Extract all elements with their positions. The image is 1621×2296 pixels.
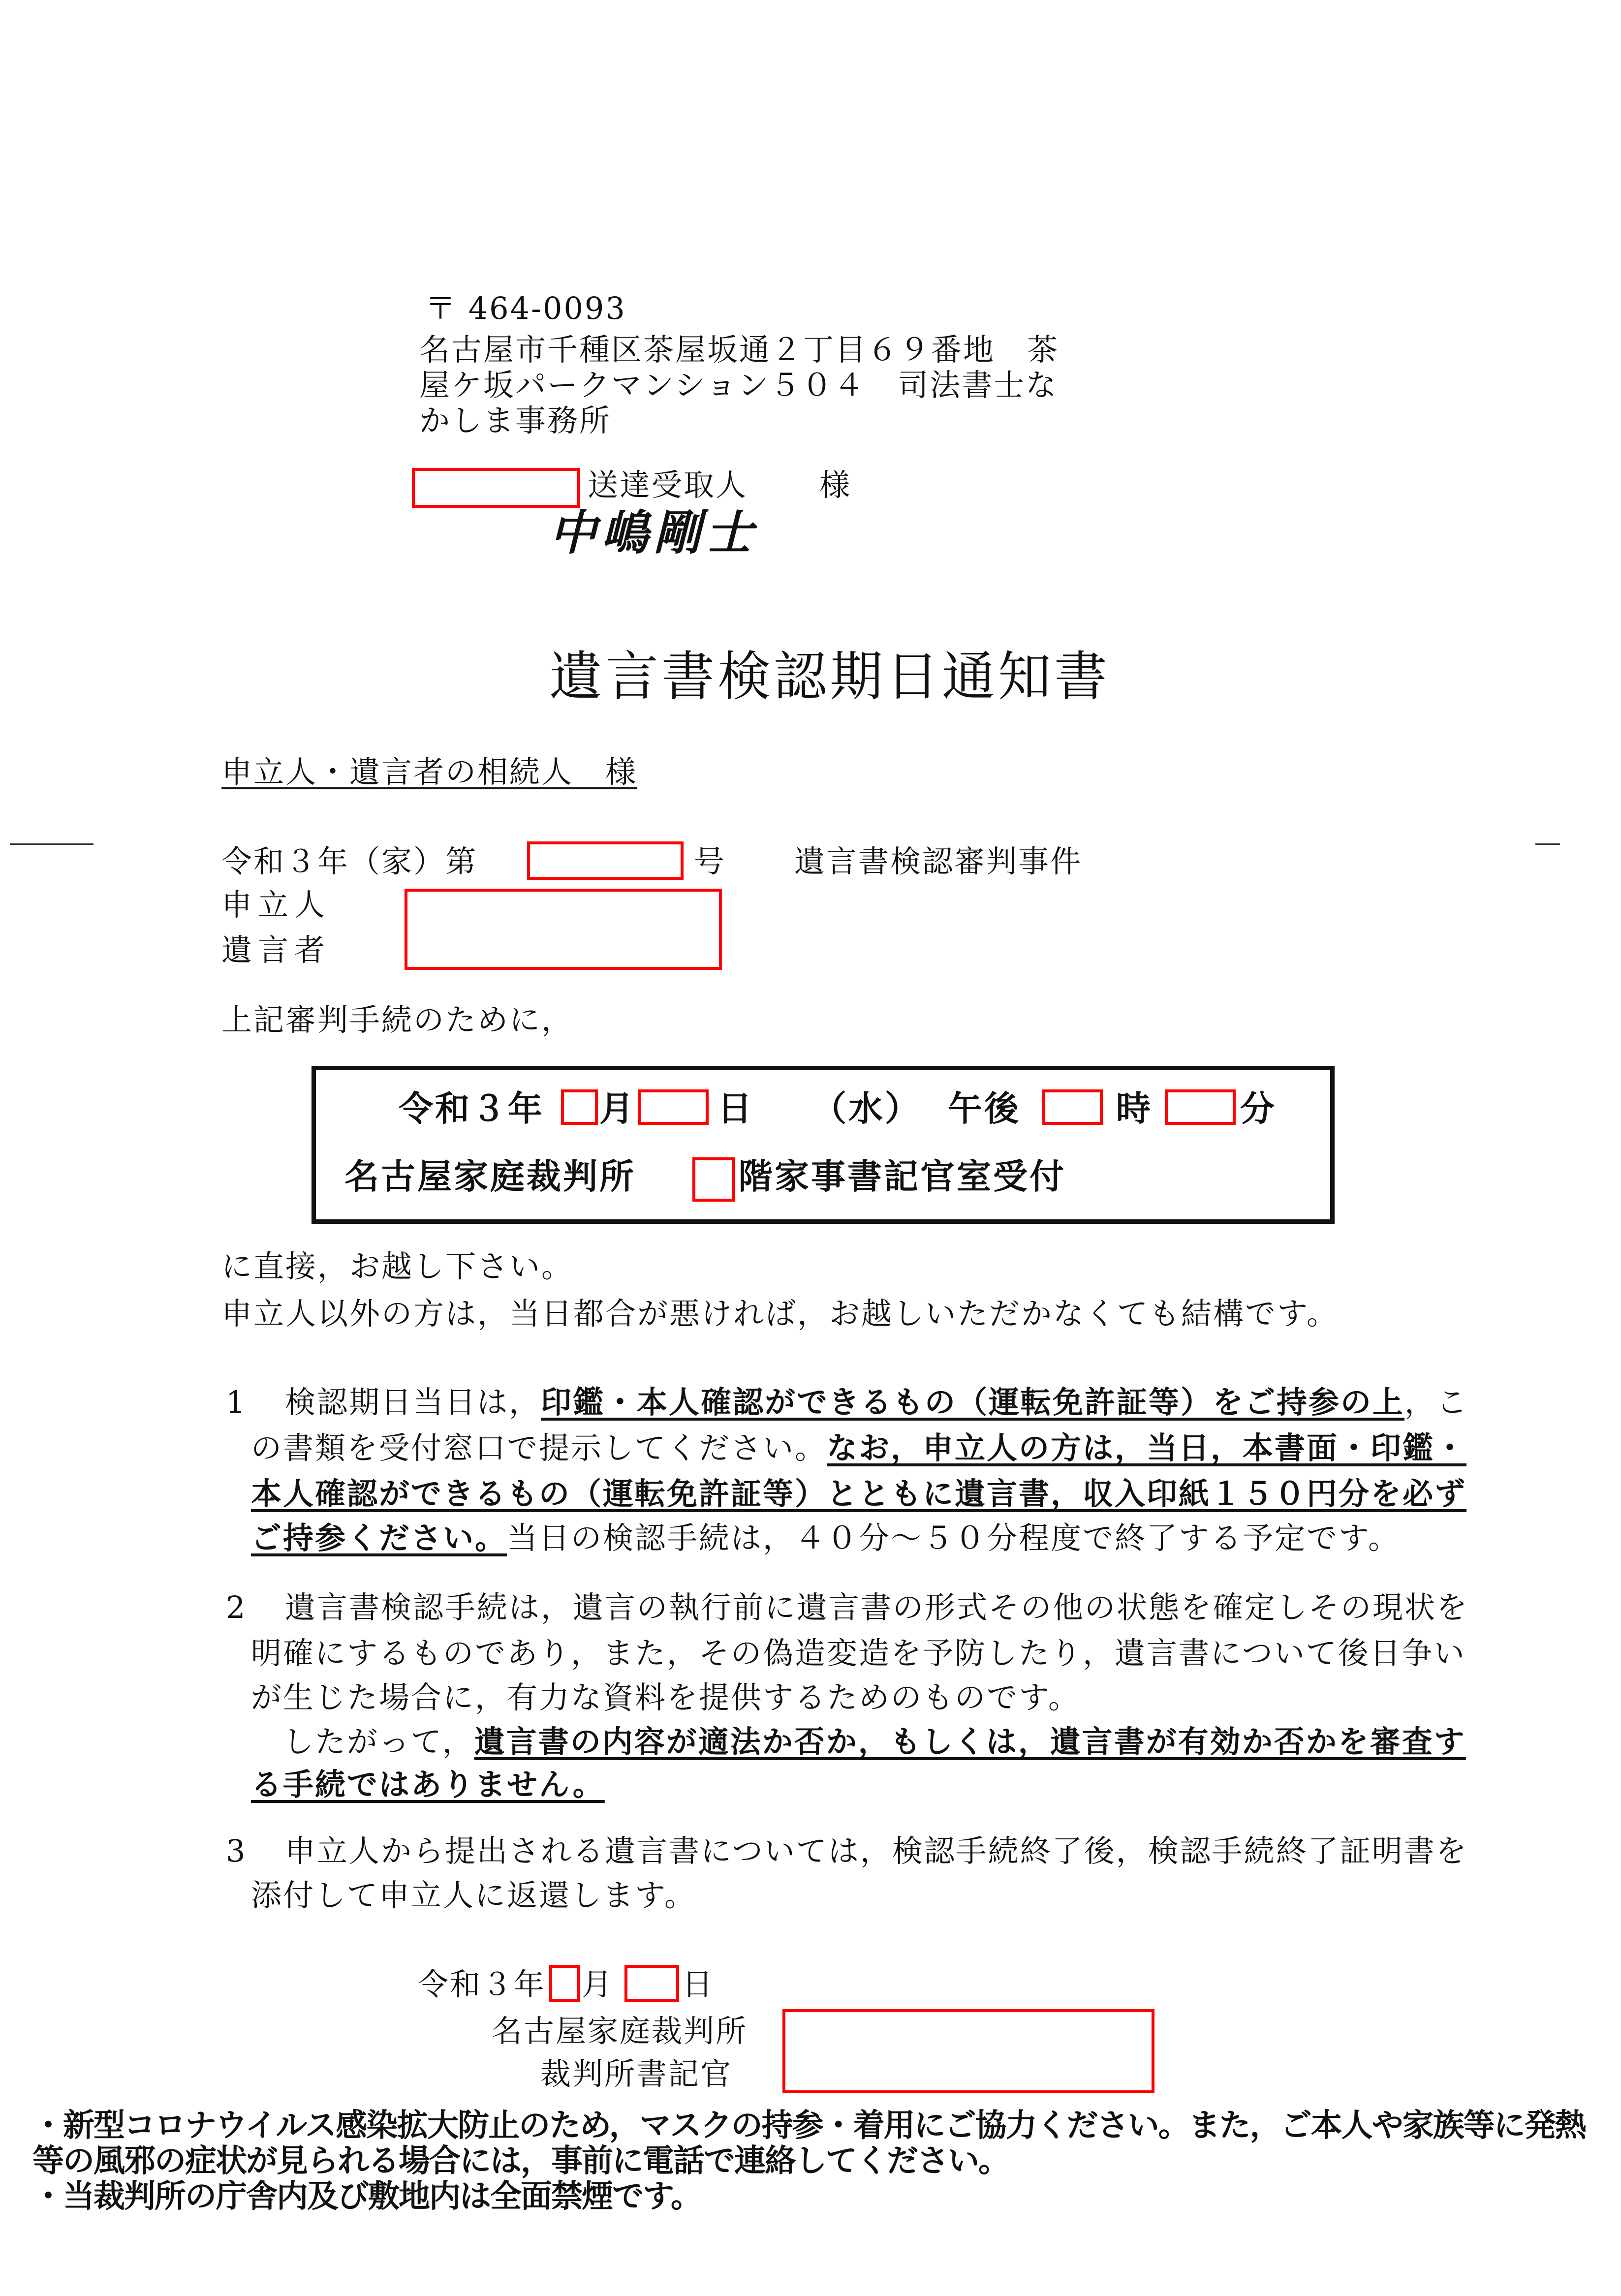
item-text-underlined: 遺言書の内容が適法か否か，もしくは，遺言書が有効か否かを審査す bbox=[474, 1724, 1466, 1760]
item-text: 検認期日当日は， bbox=[285, 1384, 541, 1420]
appointment-court: 名古屋家庭裁判所 bbox=[344, 1156, 636, 1197]
item-text-underlined: ご持参ください。 bbox=[251, 1520, 507, 1556]
appointment-month: 月 bbox=[599, 1088, 636, 1129]
note-line: ・新型コロナウイルス感染拡大防止のため，マスクの持参・着用にご協力ください。また，ご本人や家族等に発熱 bbox=[32, 2108, 1586, 2144]
redaction-box bbox=[692, 1157, 735, 1202]
item-line bbox=[251, 1724, 1466, 1760]
item-text-underlined: る手続ではありません。 bbox=[251, 1767, 605, 1802]
case-prefix: 令和３年（家）第 bbox=[221, 843, 478, 879]
address-line: 名古屋市千種区茶屋坂通２丁目６９番地 茶 bbox=[419, 332, 1060, 368]
item-text-underlined: 本人確認ができるもの（運転免許証等）とともに遺言書，収入印紙１５０円分を必ず bbox=[251, 1476, 1467, 1512]
divider bbox=[10, 843, 94, 845]
item-text: の書類を受付窓口で提示してください。 bbox=[251, 1430, 827, 1466]
appointment-floor: 階家事書記官室受付 bbox=[738, 1156, 1066, 1197]
testator-label: 遺言者 bbox=[221, 932, 331, 968]
item-text: したがって， bbox=[251, 1724, 474, 1760]
case-suffix: 号 bbox=[694, 843, 726, 879]
redaction-box bbox=[527, 841, 684, 880]
issue-day: 日 bbox=[682, 1966, 715, 2002]
after-text: 申立人以外の方は，当日都合が悪ければ，お越しいただかなくても結構です。 bbox=[221, 1296, 1339, 1332]
item-text-underlined: なお，申立人の方は，当日，本書面・印鑑・ bbox=[827, 1430, 1467, 1466]
item-line: 申立人から提出される遺言書については，検認手続終了後，検認手続終了証明書を bbox=[285, 1833, 1468, 1869]
case-type: 遺言書検認審判事件 bbox=[794, 843, 1083, 879]
item-number: 2 bbox=[226, 1589, 247, 1625]
issue-month: 月 bbox=[582, 1966, 614, 2002]
appointment-year: 令和３年 bbox=[399, 1088, 544, 1129]
redaction-box bbox=[549, 1965, 580, 2002]
divider bbox=[1535, 843, 1560, 845]
appointment-minute: 分 bbox=[1240, 1088, 1277, 1129]
item-line: 明確にするものであり，また，その偽造変造を予防したり，遺言書について後日争い bbox=[251, 1635, 1466, 1671]
postal-code: 〒 464-0093 bbox=[425, 290, 626, 326]
item-line: 添付して申立人に返還します。 bbox=[251, 1877, 697, 1913]
item-line: が生じた場合に，有力な資料を提供するためのものです。 bbox=[251, 1679, 1081, 1715]
redaction-box bbox=[624, 1965, 679, 2002]
after-text: に直接，お越し下さい。 bbox=[221, 1248, 574, 1284]
item-line bbox=[251, 1769, 605, 1800]
page-title: 遺言書検認期日通知書 bbox=[549, 646, 1111, 708]
item-text: 当日の検認手続は，４０分～５０分程度で終了する予定です。 bbox=[507, 1520, 1401, 1556]
redaction-box bbox=[1165, 1089, 1236, 1125]
redaction-box bbox=[412, 468, 580, 508]
handwritten-name: 中嶋剛士 bbox=[549, 505, 758, 560]
item-text: ，こ bbox=[1404, 1384, 1469, 1420]
appointment-pm: 午後 bbox=[948, 1088, 1021, 1129]
item-number: 1 bbox=[226, 1384, 247, 1420]
item-line bbox=[285, 1384, 1469, 1420]
item-line bbox=[251, 1476, 1467, 1512]
appointment-day: 日 bbox=[717, 1088, 754, 1129]
appointment-weekday: （水） bbox=[812, 1088, 921, 1129]
intro-text: 上記審判手続のために， bbox=[221, 1002, 574, 1038]
recipient-honorific: 様 bbox=[819, 467, 852, 503]
appointment-hour: 時 bbox=[1116, 1088, 1153, 1129]
item-line bbox=[251, 1430, 1467, 1466]
redaction-box bbox=[782, 2009, 1154, 2093]
address-line: かしま事務所 bbox=[419, 403, 612, 438]
issue-clerk: 裁判所書記官 bbox=[540, 2056, 733, 2092]
redaction-box bbox=[638, 1089, 709, 1125]
redaction-box bbox=[1042, 1089, 1103, 1125]
note-line: 等の風邪の症状が見られる場合には，事前に電話で連絡してください。 bbox=[32, 2143, 1009, 2179]
note-line: ・当裁判所の庁舎内及び敷地内は全面禁煙です。 bbox=[32, 2178, 701, 2215]
issue-court: 名古屋家庭裁判所 bbox=[492, 2013, 748, 2049]
item-line bbox=[251, 1520, 1401, 1556]
recipient-role: 送達受取人 bbox=[588, 467, 748, 503]
issue-year: 令和３年 bbox=[418, 1966, 546, 2002]
applicant-label: 申立人 bbox=[221, 887, 331, 923]
item-text-underlined: 印鑑・本人確認ができるもの（運転免許証等）をご持参の上 bbox=[541, 1384, 1405, 1420]
address-line: 屋ケ坂パークマンション５０４ 司法書士な bbox=[419, 367, 1058, 403]
item-number: 3 bbox=[226, 1833, 247, 1869]
redaction-box bbox=[405, 889, 722, 970]
item-line: 遺言書検認手続は，遺言の執行前に遺言書の形式その他の状態を確定しその現状を bbox=[285, 1589, 1469, 1625]
addressee: 申立人・遺言者の相続人 様 bbox=[221, 754, 638, 790]
redaction-box bbox=[561, 1089, 598, 1125]
